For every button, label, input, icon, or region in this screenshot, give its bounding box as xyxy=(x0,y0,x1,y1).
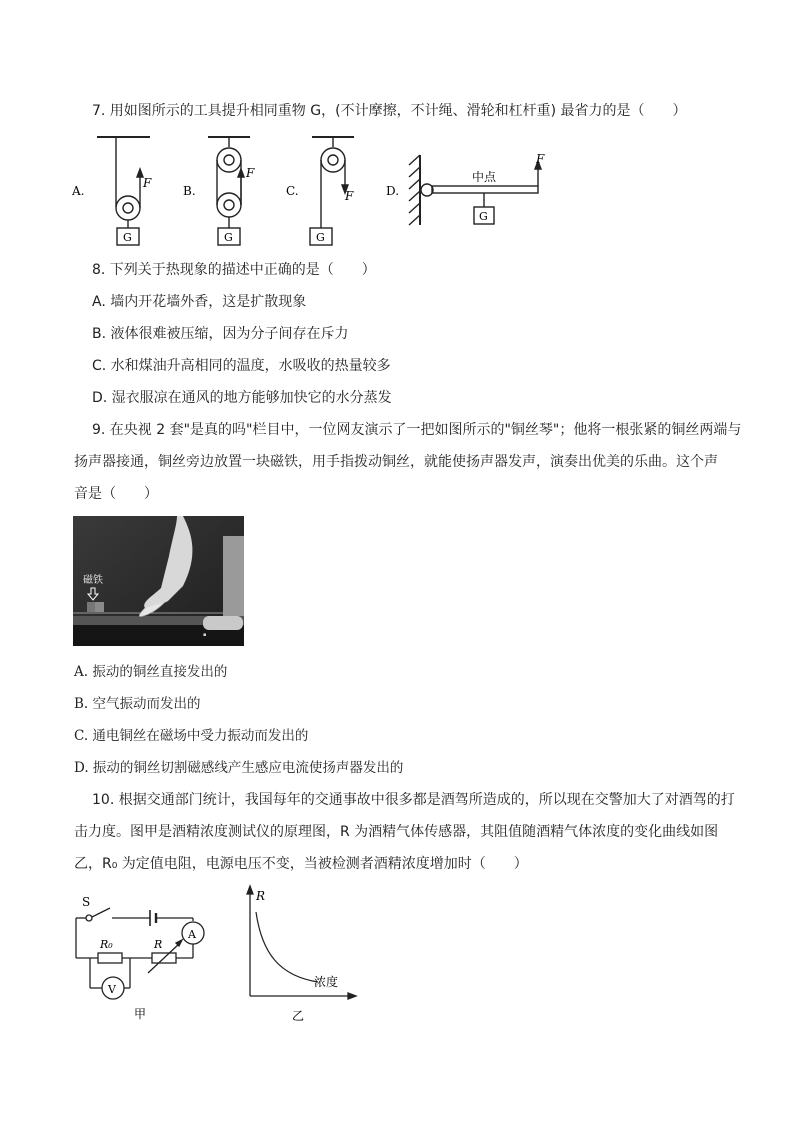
q7-d-force: F xyxy=(536,152,545,166)
q8-option-b: B. 液体很难被压缩，因为分子间存在斥力 xyxy=(92,326,349,342)
q9-stem-line1: 9. 在央视 2 套"是真的吗"栏目中，一位网友演示了一把如图所示的"铜丝琴"；他将一根张紧的铜丝两端与 xyxy=(92,422,742,438)
q7-c-force: F xyxy=(345,189,354,203)
q7-a-force: F xyxy=(143,176,152,190)
q7-b-weight: G xyxy=(224,231,233,244)
ammeter-label: A xyxy=(188,928,196,941)
svg-text:▪: ▪ xyxy=(203,632,207,638)
q8-option-d: D. 湿衣服凉在通风的地方能够加快它的水分蒸发 xyxy=(92,390,392,406)
copper-wire-harp-photo xyxy=(73,516,244,646)
circuit-r0-label: R₀ xyxy=(100,938,113,951)
q7-label-a: A. xyxy=(72,184,85,198)
graph-ylabel: R xyxy=(256,889,266,903)
q7-label-c: C. xyxy=(286,184,299,198)
photo-label-magnet: 磁铁 xyxy=(83,575,103,586)
q9-stem-line3: 音是（ ） xyxy=(74,486,158,502)
q10-stem-line2: 击力度。图甲是酒精浓度测试仪的原理图，R 为酒精气体传感器，其阻值随酒精气体浓度的变化曲线如图 xyxy=(74,824,719,840)
voltmeter-label: V xyxy=(108,983,116,996)
circuit-r-label: R xyxy=(154,938,163,951)
pulley-b-block xyxy=(208,137,250,245)
q10-stem-line1: 10. 根据交通部门统计，我国每年的交通事故中很多都是酒驾所造成的，所以现在交警加大了对酒驾的打 xyxy=(92,792,735,808)
pulley-a-movable xyxy=(97,137,150,245)
q8-stem: 8. 下列关于热现象的描述中正确的是（ ） xyxy=(92,262,376,278)
q7-d-weight: G xyxy=(479,210,488,223)
q7-d-midpoint: 中点 xyxy=(472,170,497,184)
graph-xlabel: 浓度 xyxy=(314,975,339,989)
q7-figures xyxy=(0,125,794,385)
q7-label-d: D. xyxy=(386,184,400,198)
q7-c-weight: G xyxy=(316,231,325,244)
q8-option-a: A. 墙内开花墙外香，这是扩散现象 xyxy=(92,294,307,310)
q9-stem-line2: 扬声器接通，铜丝旁边放置一块磁铁，用手指拨动铜丝，就能使扬声器发声，演奏出优美的乐曲。这个声 xyxy=(74,454,718,470)
q7-label-b: B. xyxy=(183,184,196,198)
q8-option-c: C. 水和煤油升高相同的温度，水吸收的热量较多 xyxy=(92,358,391,374)
lever-d xyxy=(409,155,541,225)
circuit-diagram xyxy=(68,888,218,1028)
circuit-caption: 甲 xyxy=(134,1007,147,1021)
resistance-concentration-graph xyxy=(240,884,360,1024)
q9-option-a: A. 振动的铜丝直接发出的 xyxy=(74,664,228,680)
q9-option-d: D. 振动的铜丝切割磁感线产生感应电流使扬声器发出的 xyxy=(74,760,404,776)
q9-option-c: C. 通电铜丝在磁场中受力振动而发出的 xyxy=(74,728,309,744)
q10-stem-line3: 乙，R₀ 为定值电阻，电源电压不变，当被检测者酒精浓度增加时（ ） xyxy=(74,856,528,872)
graph-caption: 乙 xyxy=(292,1009,305,1023)
circuit-switch-label: S xyxy=(82,895,91,909)
q9-option-b: B. 空气振动而发出的 xyxy=(74,696,201,712)
q7-stem: 7. 用如图所示的工具提升相同重物 G，(不计摩擦，不计绳、滑轮和杠杆重) 最省力的是（ ） xyxy=(92,103,687,119)
q7-b-force: F xyxy=(246,166,255,180)
q7-a-weight: G xyxy=(123,231,132,244)
